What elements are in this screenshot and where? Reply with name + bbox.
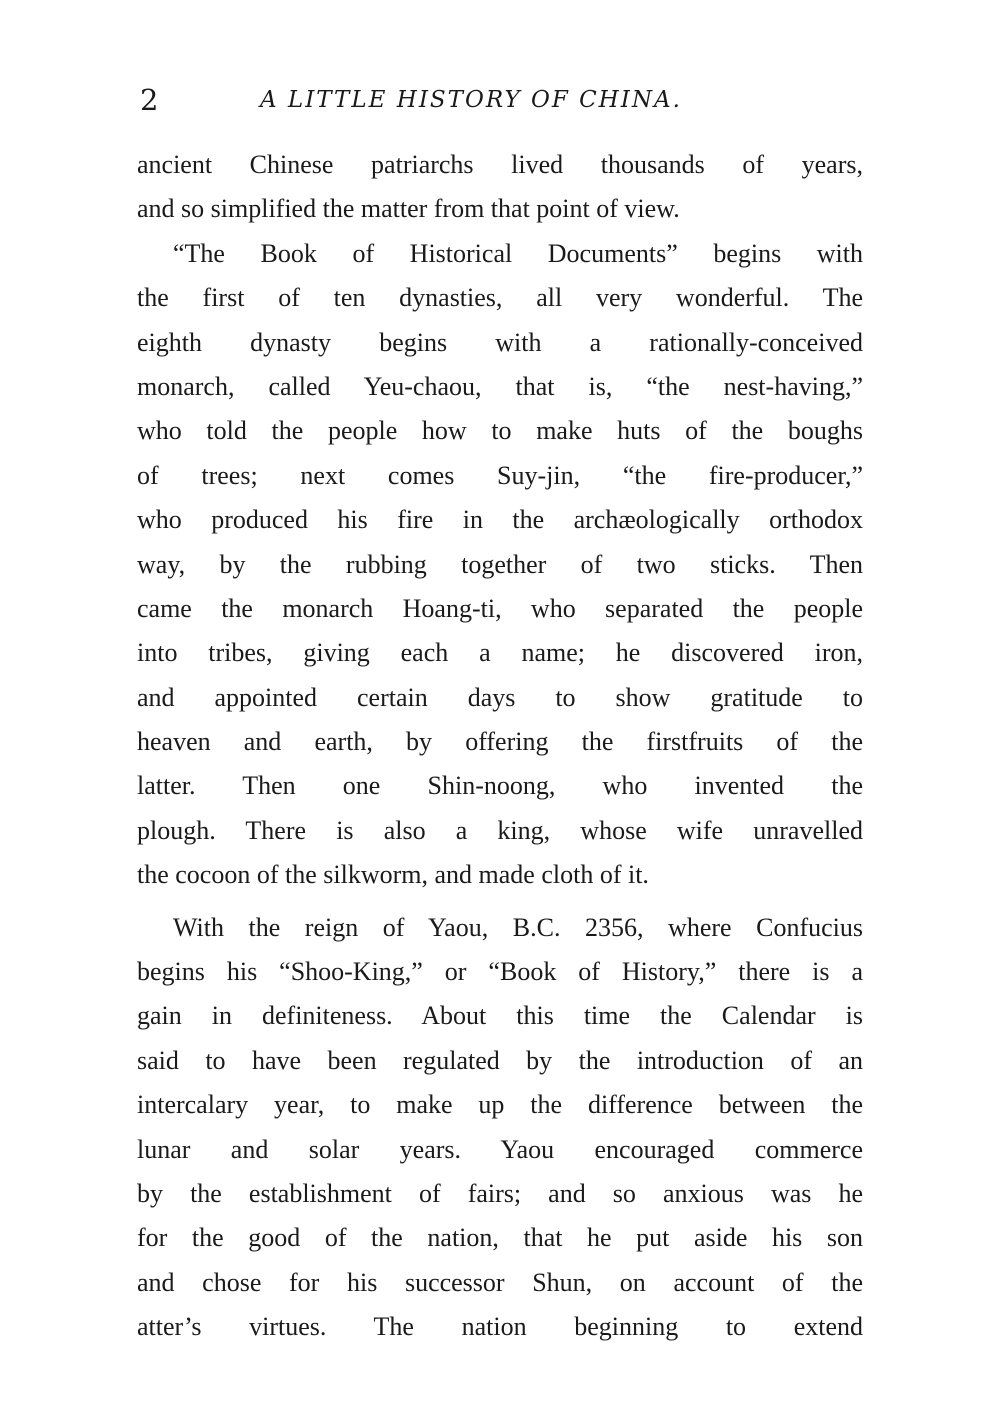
text-line: of trees; next comes Suy-jin, “the fire-producer,” [137, 460, 863, 490]
text-line: begins his “Shoo-King,” or “Book of History,” there is a [137, 957, 863, 987]
text-line: atter’s virtues. The nation beginning to extend [137, 1312, 863, 1342]
text-line: monarch, called Yeu-chaou, that is, “the nest-having,” [137, 371, 863, 401]
text-line: gain in definiteness. About this time the Calendar is [137, 1001, 863, 1031]
running-title: A LITTLE HISTORY OF CHINA. [260, 87, 682, 113]
text-line: heaven and earth, by offering the firstfruits of the [137, 727, 863, 757]
text-line: latter. Then one Shin-noong, who invented the [137, 771, 863, 801]
text-line: With the reign of Yaou, B.C. 2356, where Confucius [173, 912, 863, 942]
text-line: lunar and solar years. Yaou encouraged commerce [137, 1134, 863, 1164]
text-line: and so simplified the matter from that point of view. [137, 194, 680, 224]
text-line: who produced his fire in the archæologically orthodox [137, 505, 863, 535]
page-header [140, 80, 862, 120]
text-line: who told the people how to make huts of the boughs [137, 416, 863, 446]
text-line: said to have been regulated by the introduction of an [137, 1045, 863, 1075]
text-line: came the monarch Hoang-ti, who separated the people [137, 593, 863, 623]
text-line: into tribes, giving each a name; he discovered iron, [137, 638, 863, 668]
text-line: the cocoon of the silkworm, and made cloth of it. [137, 860, 649, 890]
text-line: and chose for his successor Shun, on account of the [137, 1267, 863, 1297]
text-line: ancient Chinese patriarchs lived thousands of years, [137, 150, 863, 179]
body-text [137, 143, 863, 1350]
text-line: intercalary year, to make up the difference between the [137, 1090, 863, 1120]
text-line: way, by the rubbing together of two sticks. Then [137, 549, 863, 579]
text-line: the first of ten dynasties, all very wonderful. The [137, 283, 863, 313]
text-line: eighth dynasty begins with a rationally-conceived [137, 327, 863, 357]
text-line: “The Book of Historical Documents” begins with [173, 238, 863, 268]
text-line: for the good of the nation, that he put aside his son [137, 1223, 863, 1253]
text-line: plough. There is also a king, whose wife unravelled [137, 815, 863, 845]
page-number: 2 [140, 83, 159, 117]
text-line: and appointed certain days to show gratitude to [137, 682, 863, 712]
text-line: by the establishment of fairs; and so anxious was he [137, 1178, 863, 1208]
